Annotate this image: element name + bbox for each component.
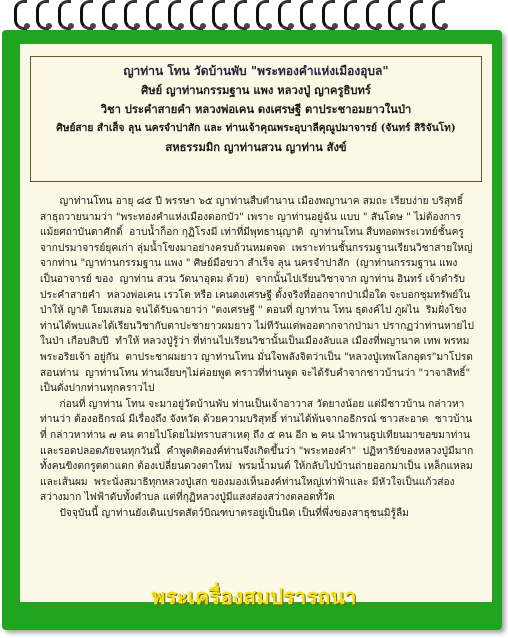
binder-ring-icon [168, 0, 181, 30]
shop-caption: พระเครื่องสมปรารถนา [151, 585, 357, 609]
header-title: ญาท่าน โทน วัดบ้านพับ "พระทองคำแห่งเมืองอุบล" [123, 64, 389, 78]
paragraph-2: ก่อนที่ ญาท่าน โทน จะมาอยู่วัดบ้านพับ ท่านเป็นเจ้าอาวาส วัดยางน้อย แต่มีชาวบ้าน กล่าวหาท่านว่า ต้องอธิกรณ์ มีเรื่องถึง จังหวัด ด้วยความบริสุทธิ์ ท่านได้พ้นจากอธิกรณ์ ชาวสะอาด ชาวบ้านที่ กล่าวหาท่าน ๗ คน ตายไปโดยไม่ทราบสาเหตุ ถึง ๕ คน อีก ๒ คน นำพานธูปเทียนมาขอขมาท่าน และรอดปลอดภัยจนทุกวันนี้ คำพูดติดองค์ท่านจึงเกิดขึ้นว่า "พระทองคำ" ปฏิหาริย์ของหลวงปู่มีมาก ทั้งคนขิงตกรูตตาแตก ต้องเปลี่ยนดวงตาใหม่ พรมน้ำมนต์ ให้กลับไปบ้านถ่ายออกมาเป็น เหล็กแหลมและเส้นผม พระนั่งสมาธิทุกหลวงปู่เสก ของมองเห็นองค์ท่านใหญ่เท่าฟ้าและ มีหัวใจเป็นแก้วส่องสว่างมาก ไฟฟ้าดับทั้งตำบล แต่ที่กุฏิหลวงปู่มีแสงส่องสว่างตลอดทั้วัด [40, 398, 477, 504]
binder-ring-icon [432, 0, 445, 30]
binder-ring-icon [124, 0, 137, 30]
binder-ring-icon [366, 0, 379, 30]
header-lineage: ศิษย์สาย สำเส็จ ลุน นครจำปาสัก และ ท่านเจ้าคุณพระอุบาลีคุณูปมาจารย์ (จันทร์ สิริจันโท) [56, 122, 456, 134]
binder-ring-icon [14, 0, 27, 30]
binder-ring-icon [234, 0, 247, 30]
binder-ring-icon [36, 0, 49, 30]
binder-ring-icon [322, 0, 335, 30]
paragraph-1: ญาท่านโทน อายุ ๘๕ ปี พรรษา ๖๕ ญาท่านสืบตำนาน เมืองพญานาค สมถะ เรียบง่าย บริสุทธิ์ สาธุถวายนามว่า "พระทองคำแห่งเมืองดอกบัว" เพราะ ญาท่านอยู่ฉัน แบบ " สันโดษ " ไม่ต้องการแม้ยศถาบันดาศักดิ์ อาบน้ำก็อก กุฏิโรงมี เท่าที่มีพุทธานุญาติ ญาท่านโทน สืบทอดพระเวทย์ชั้นครูจากปรมาจารย์ยุคเก่า ลุ่มน้ำโขงมาอย่างครบถ้วนหมดจด เพราะท่านชั้นกรรมฐานเรียนวิชาสายใหญ่ จากท่าน "ญาท่านกรรมฐาน แพง " ศิษย์มือขวา สำเร็จ ลุน นครจำปาสัก (ญาท่านกรรมฐาน แพง เป็นอาจารย์ ของ ญาท่าน สวน วัดนาอุดม ด้วย) จากนั้นไปเรียนวิชาจาก ญาท่าน อินทร์ เจ้าตำรับ ประคำสายคำ หลวงพ่อเคน เรวโต หรือ เคนดงเศรษฐี ตั้งจริงที่ออกจากป่าเมื่อใด จะบอกชุมทรัพย์ในป่าให้ ญาติ โยมเสมอ จนได้รับฉายาว่า "ดงเศรษฐี " ตอนที่ ญาท่าน โทน ธุดงค์ไป ภูผไน ริมฝั่งโขง ท่านได้พบและได้เรียนวิชากับตาปะชายาวผมยาว ไม่ทีวันแต่พออตากจากป่ามา ปรากฏว่าท่านหายไปในป่า เกือบสิบปี ทำให้ หลวงปู่รู้ว่า ที่ท่านไปเรียนวิชานั้นเป็นเมืองลับแล เมืองที่พญานาค เทพ พรหม พระอริยเจ้า อยู่กัน ตาประชาผมยาว ญาท่านโทน มั่นใจพลังจิตว่าเป็น "หลวงปู่เทพโลกอุดร"มาโปรดสอนท่าน ญาท่านโทน ท่านเงียบๆไม่ค่อยพูด คราวที่ท่านพูด จะได้รับคำจากชาวบ้านว่า "วาจาสิทธิ์" เป็นดั่งปากท่านทุกคราวไป [40, 196, 476, 395]
binder-ring-icon [102, 0, 115, 30]
header-peers: สหธรรมมิก ญาท่านสวน ญาท่าน สังข์ [165, 140, 347, 154]
binder-ring-icon [58, 0, 71, 30]
paragraph-3: ปัจจุบันนี้ ญาท่านยังเดินเปรดสัตว์บิณฑบาตรอยู่เป็นนิด เป็นที่พึ่งของสาธุชนมิรู้ลืม [40, 507, 409, 519]
header-box [30, 56, 482, 182]
header-knowledge: วิชา ประคำสายคำ หลวงพ่อเคน ดงเศรษฐี ตาประชาอมยาวในป่า [100, 102, 412, 116]
binder-rings [14, 0, 504, 34]
binder-ring-icon [278, 0, 291, 30]
binder-ring-icon [256, 0, 269, 30]
binder-ring-icon [410, 0, 423, 30]
binder-ring-icon [146, 0, 159, 30]
binder-ring-icon [300, 0, 313, 30]
document-paper [20, 44, 492, 602]
binder-ring-icon [388, 0, 401, 30]
binder-ring-icon [190, 0, 203, 30]
binder-ring-icon [344, 0, 357, 30]
header-teacher: ศิษย์ ญาท่านกรรมฐาน แพง หลวงปู่ ญาครูธิบทร์ [141, 83, 371, 97]
biography-text [40, 194, 477, 569]
binder-ring-icon [80, 0, 93, 30]
binder-ring-icon [212, 0, 225, 30]
